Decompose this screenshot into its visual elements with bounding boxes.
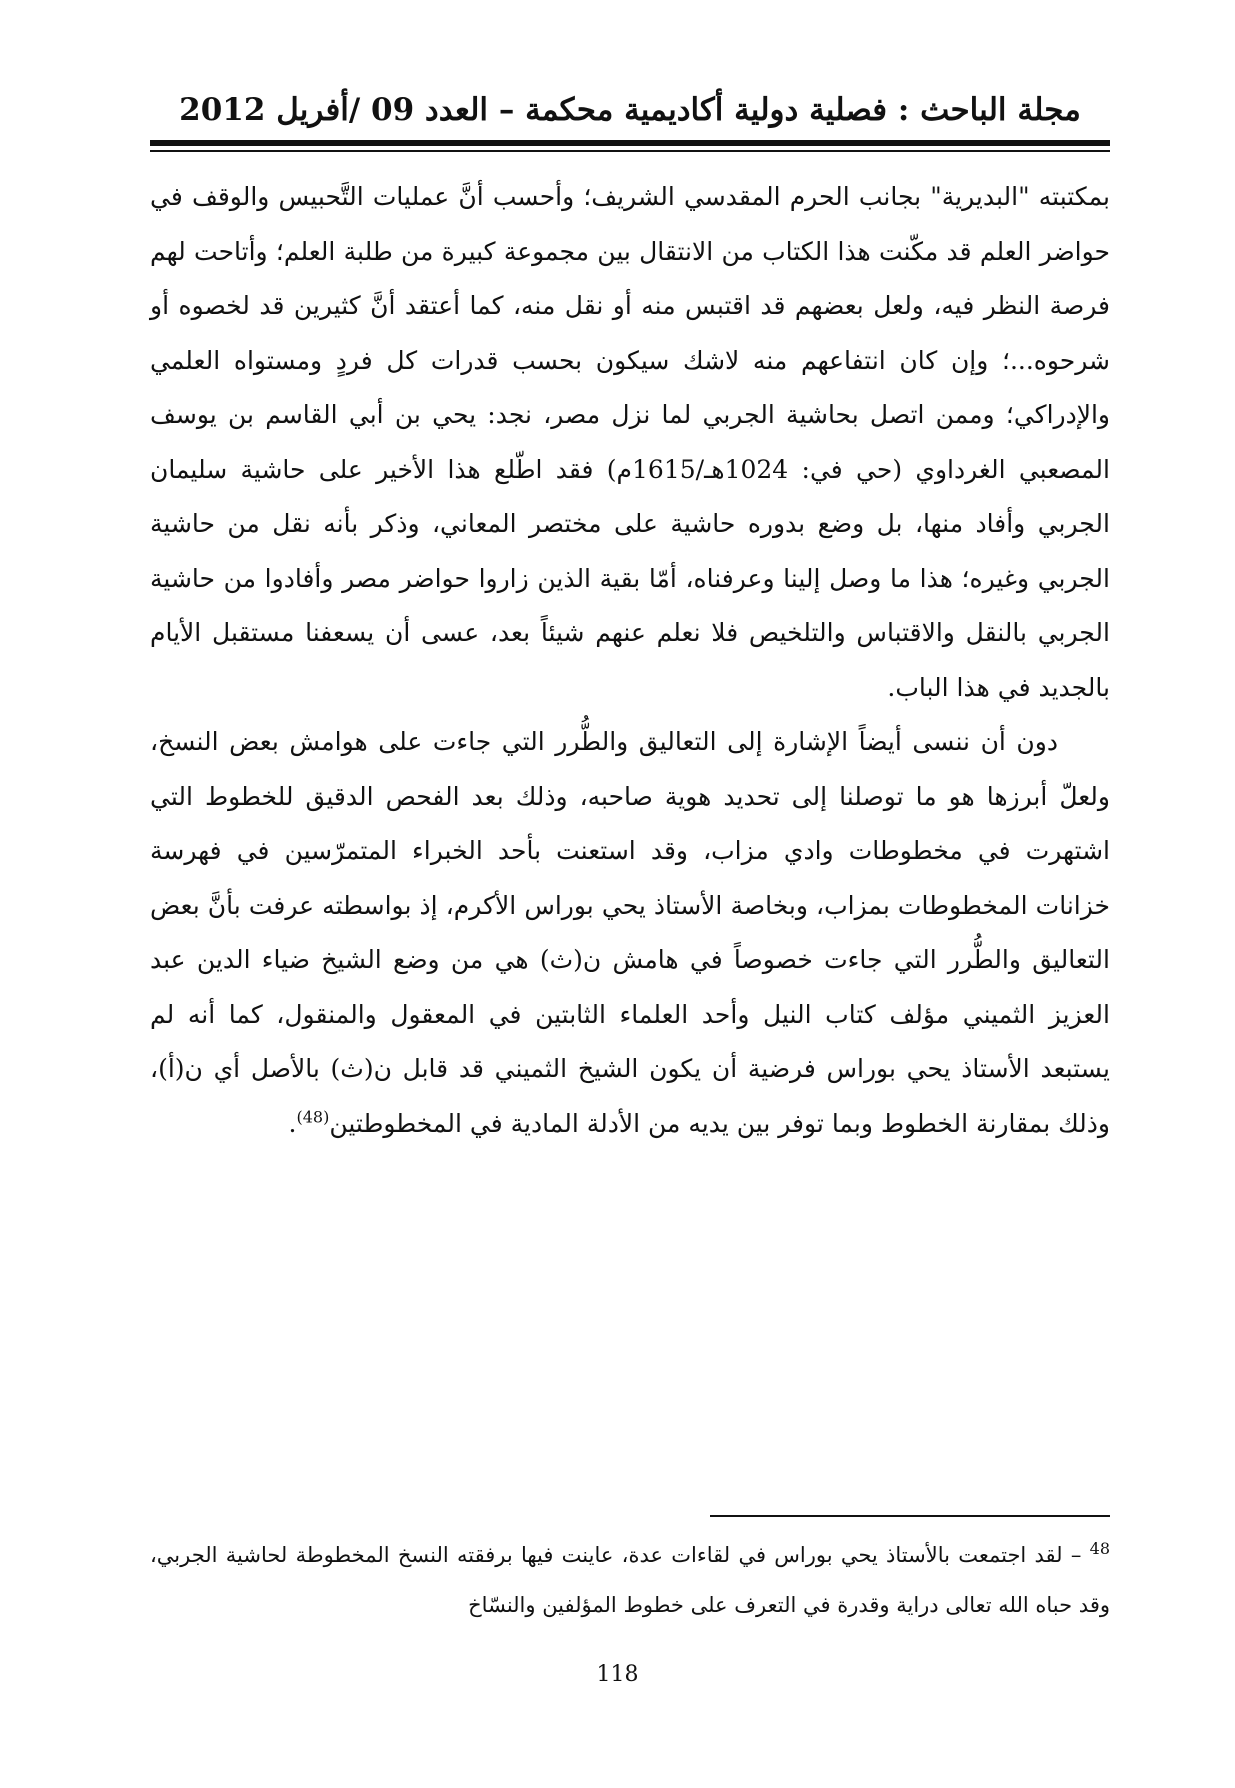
paragraph xyxy=(150,715,1110,1151)
header-rule-thin xyxy=(150,150,1110,152)
header-rule xyxy=(150,140,1110,146)
footnote-separator xyxy=(710,1515,1110,1517)
footnote-text: – لقد اجتمعت بالأستاذ يحي بوراس في لقاءات عدة، عاينت فيها برفقته النسخ المخطوطة لحاشية الجربي، وقد حباه الله تعالى دراية وقدرة في التعرف على خطوط المؤلفين والنسّاخ xyxy=(150,1543,1110,1617)
page-number: 118 xyxy=(596,1662,639,1687)
footnote xyxy=(150,1530,1110,1630)
page-header: مجلة الباحث : فصلية دولية أكاديمية محكمة – العدد 09 /أفريل 2012 xyxy=(179,92,1081,128)
main-text xyxy=(150,170,1110,1151)
paragraph: بمكتبته "البديرية" بجانب الحرم المقدسي الشريف؛ وأحسب أنَّ عمليات التَّحبيس والوقف في حواضر العلم قد مكّنت هذا الكتاب من الانتقال بين مجموعة كبيرة من طلبة العلم؛ وأتاحت لهم فرصة النظر فيه، ولعل بعضهم قد اقتبس منه أو نقل منه، كما أعتقد أنَّ كثيرين قد لخصوه أو شرحوه...؛ وإن كان انتفاعهم منه لاشك سيكون بحسب قدرات كل فردٍ ومستواه العلمي والإدراكي؛ وممن اتصل بحاشية الجربي لما نزل مصر، نجد: يحي بن أبي القاسم بن يوسف المصعبي الغرداوي (حي في: 1024هـ/1615م) فقد اطّلع هذا الأخير على حاشية سليمان الجربي وأفاد منها، بل وضع بدوره حاشية على مختصر المعاني، وذكر بأنه نقل من حاشية الجربي وغيره؛ هذا ما وصل إلينا وعرفناه، أمّا بقية الذين زاروا حواضر مصر وأفادوا من حاشية الجربي بالنقل والاقتباس والتلخيص فلا نعلم عنهم شيئاً بعد، عسى أن يسعفنا مستقبل الأيام بالجديد في هذا الباب. xyxy=(150,182,1110,702)
paragraph-text: دون أن ننسى أيضاً الإشارة إلى التعاليق والطُّرر التي جاءت على هوامش بعض النسخ، ولعلّ أبرزها هو ما توصلنا إلى تحديد هوية صاحبه، وذلك بعد الفحص الدقيق للخطوط التي اشتهرت في مخطوطات وادي مزاب، وقد استعنت بأحد الخبراء المتمرّسين في فهرسة خزانات المخطوطات بمزاب، وبخاصة الأستاذ يحي بوراس الأكرم، إذ بواسطته عرفت بأنَّ بعض التعاليق والطُّرر التي جاءت خصوصاً في هامش ن(ث) هي من وضع الشيخ ضياء الدين عبد العزيز الثميني مؤلف كتاب النيل وأحد العلماء الثابتين في المعقول والمنقول، كما أنه لم يستبعد الأستاذ يحي بوراس فرضية أن يكون الشيخ الثميني قد قابل ن(ث) بالأصل أي ن(أ)، وذلك بمقارنة الخطوط وبما توفر بين يديه من الأدلة المادية في المخطوطتين xyxy=(150,727,1110,1138)
footnotes xyxy=(150,1530,1110,1630)
paragraph-end: . xyxy=(288,1108,297,1138)
footnote-number: 48 xyxy=(1089,1539,1110,1558)
footnote-reference: (48) xyxy=(296,1107,330,1127)
